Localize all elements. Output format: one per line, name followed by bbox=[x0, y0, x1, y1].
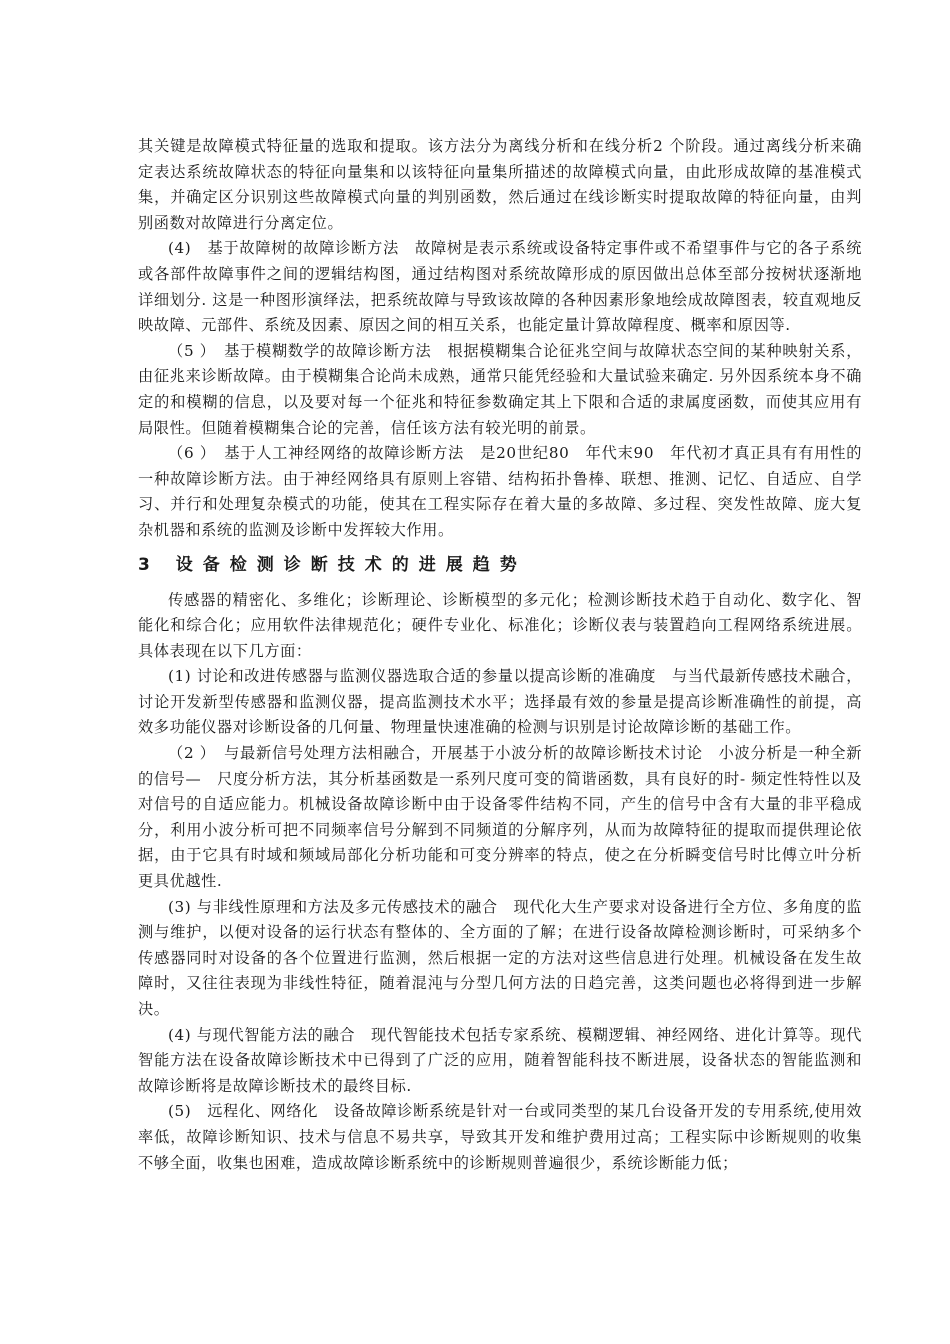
paragraph-fault-tree: (4) 基于故障树的故障诊断方法 故障树是表示系统或设备特定事件或不希望事件与它的各子系统或各部件故障事件之间的逻辑结构图，通过结构图对系统故障形成的原因做出总体至部分按树状逐渐地详细划分. 这是一种图形演绎法，把系统故障与导致该故障的各种因素形象地绘成故障图表，较直观地反映故障、元部件、系统及因素、原因之间的相互关系，也能定量计算故障程度、概率和原因等. bbox=[138, 239, 862, 335]
paragraph-trend-wavelet: （2 ） 与最新信号处理方法相融合，开展基于小波分析的故障诊断技术讨论 小波分析是一种全新的信号— 尺度分析方法，其分析基函数是一系列尺度可变的简谐函数，具有良好的时- 频定性特性以及对信号的自适应能力。机械设备故障诊断中由于设备零件结构不同，产生的信号中含有大量的非平稳成分，利用小波分析可把不同频率信号分解到不同频道的分解序列，从而为故障特征的提取而提供理论依据，由于它具有时域和频域局部化分析功能和可变分辨率的特点，使之在分析瞬变信号时比傅立叶分析更具优越性. bbox=[138, 744, 862, 891]
section-heading: 3 设备检测诊断技术的进展趋势 bbox=[138, 554, 527, 575]
paragraph-feature-extraction: 其关键是故障模式特征量的选取和提取。该方法分为离线分析和在线分析2 个阶段。通过离线分析来确定表达系统故障状态的特征向量集和以该特征向量集所描述的故障模式向量，由此形成故障的基准模式集，并确定区分识别这些故障模式向量的判别函数，然后通过在线诊断实时提取故障的特征向量，由判别函数对故障进行分离定位。 bbox=[138, 137, 862, 232]
paragraph-trend-nonlinear: (3) 与非线性原理和方法及多元传感技术的融合 现代化大生产要求对设备进行全方位、多角度的监测与维护，以便对设备的运行状态有整体的、全方面的了解；在进行设备故障检测诊断时，可采纳多个传感器同时对设备的各个位置进行监测，然后根据一定的方法对这些信息进行处理。机械设备在发生故障时，又往往表现为非线性特征，随着混沌与分型几何方法的日趋完善，这类问题也必将得到进一步解决。 bbox=[138, 897, 862, 1018]
paragraph-trend-intelligent: (4) 与现代智能方法的融合 现代智能技术包括专家系统、模糊逻辑、神经网络、进化计算等。现代智能方法在设备故障诊断技术中已得到了广泛的应用，随着智能科技不断进展，设备状态的智能监测和故障诊断将是故障诊断技术的最终目标. bbox=[138, 1025, 862, 1095]
paragraph-trend-remote: (5) 远程化、网络化 设备故障诊断系统是针对一台或同类型的某几台设备开发的专用系统,使用效率低，故障诊断知识、技术与信息不易共享，导致其开发和维护费用过高；工程实际中诊断规则的收集不够全面，收集也困难，造成故障诊断系统中的诊断规则普遍很少，系统诊断能力低； bbox=[138, 1102, 862, 1172]
paragraph-fuzzy-math: （5 ） 基于模糊数学的故障诊断方法 根据模糊集合论征兆空间与故障状态空间的某种映射关系，由征兆来诊断故障。由于模糊集合论尚未成熟，通常只能凭经验和大量试验来确定. 另外因系统本身不确定的和模糊的信息，以及要对每一个征兆和特征参数确定其上下限和合适的隶属度函数，而使其应用有局限性。但随着模糊集合论的完善，信任该方法有较光明的前景。 bbox=[138, 341, 862, 437]
paragraph-neural-network: （6 ） 基于人工神经网络的故障诊断方法 是20世纪80 年代末90 年代初才真正具有有用性的一种故障诊断方法。由于神经网络具有原则上容错、结构拓扑鲁棒、联想、推测、记忆、自适应、自学习、并行和处理复杂模式的功能，使其在工程实际存在着大量的多故障、多过程、突发性故障、庞大复杂机器和系统的监测及诊断中发挥较大作用。 bbox=[138, 444, 862, 539]
paragraph-trend-sensors: (1) 讨论和改进传感器与监测仪器选取合适的参量以提高诊断的准确度 与当代最新传感技术融合，讨论开发新型传感器和监测仪器，提高监测技术水平；选择最有效的参量是提高诊断准确性的前提，高效多功能仪器对诊断设备的几何量、物理量快速准确的检测与识别是讨论故障诊断的基础工作。 bbox=[138, 667, 862, 737]
paragraph-trends-intro: 传感器的精密化、多维化；诊断理论、诊断模型的多元化；检测诊断技术趋于自动化、数字化、智能化和综合化；应用软件法律规范化；硬件专业化、标准化；诊断仪表与装置趋向工程网络系统进展。具体表现在以下几方面： bbox=[138, 590, 862, 660]
document-page bbox=[138, 134, 862, 1176]
